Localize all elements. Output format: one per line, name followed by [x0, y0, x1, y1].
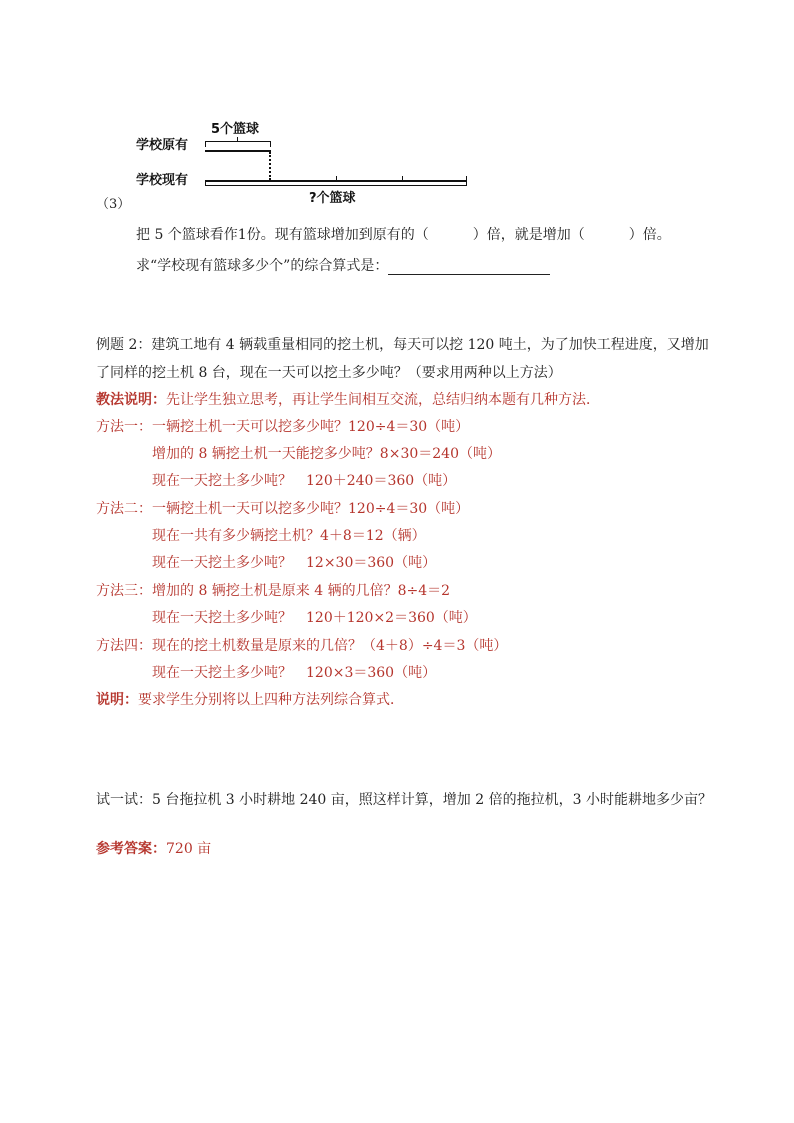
- current-bar-tick-3: [402, 176, 403, 181]
- tryit-question: 试一试：5 台拖拉机 3 小时耕地 240 亩，照这样计算，增加 2 倍的拖拉机，3 小时能耕地多少亩？: [96, 792, 712, 808]
- method1-step1: 一辆挖土机一天可以挖多少吨？120÷4＝30（吨）: [152, 419, 470, 435]
- bottom-brace-left-tick: [205, 180, 206, 186]
- method1-step2: 增加的 8 辆挖土机一天能挖多少吨？8×30＝240（吨）: [152, 446, 501, 462]
- teaching-note: [96, 391, 600, 409]
- top-brace-center-tick: [237, 137, 238, 142]
- method3-label: 方法三：: [96, 583, 152, 599]
- diagram-bottom-label: ?个篮球: [309, 191, 356, 206]
- formula-answer-line[interactable]: [388, 260, 550, 275]
- method4-step2: 现在一天挖土多少吨？ 120×3＝360（吨）: [152, 665, 437, 681]
- problem-number: （3）: [96, 197, 131, 212]
- method2-step2: 现在一共有多少辆挖土机？4＋8＝12（辆）: [152, 528, 426, 544]
- teaching-text: 先让学生独立思考，再让学生间相互交流，总结归纳本题有几种方法．: [166, 392, 600, 408]
- example2-line2: 了同样的挖土机 8 台，现在一天可以挖土多少吨？（要求用两种以上方法）: [96, 365, 562, 381]
- original-bar: [205, 150, 271, 152]
- top-brace-right-tick: [270, 141, 271, 147]
- example2-line1: 例题 2：建筑工地有 4 辆载重量相同的挖土机，每天可以挖 120 吨土，为了加快工程进度，又增加: [96, 337, 709, 353]
- dotted-divider: [269, 152, 271, 180]
- method1-step3: 现在一天挖土多少吨？ 120＋240＝360（吨）: [152, 473, 457, 489]
- method4-label: 方法四：: [96, 638, 152, 654]
- problem3-line1: [136, 226, 671, 244]
- top-brace-left-tick: [205, 141, 206, 147]
- method2-label: 方法二：: [96, 501, 152, 517]
- problem3-line1-part3: ）倍。: [628, 227, 671, 243]
- current-bar-tick-2: [336, 176, 337, 181]
- diagram-top-label: 5个篮球: [211, 122, 260, 137]
- method4-step1: 现在的挖土机数量是原来的几倍？（4＋8）÷4＝3（吨）: [152, 638, 508, 654]
- method1-label: 方法一：: [96, 419, 152, 435]
- tryit-answer: [96, 840, 211, 858]
- problem3-line2: [136, 257, 550, 275]
- problem3-line2-text: 求“学校现有篮球多少个”的综合算式是：: [136, 258, 389, 274]
- example2-note: [96, 691, 404, 709]
- top-brace-line: [205, 141, 271, 142]
- answer-label: 参考答案：: [96, 841, 166, 857]
- method3-step2: 现在一天挖土多少吨？ 120＋120×2＝360（吨）: [152, 610, 477, 626]
- bottom-brace-right-tick: [466, 176, 467, 186]
- note-label: 说明：: [96, 692, 138, 708]
- answer-text: 720 亩: [166, 841, 212, 857]
- problem3-line1-part2: ）倍，就是增加（: [472, 227, 585, 243]
- problem3-line1-part1: 把 5 个篮球看作1份。现有篮球增加到原有的（: [136, 227, 429, 243]
- teaching-label: 教法说明：: [96, 392, 166, 408]
- row1-label: 学校原有: [136, 138, 189, 153]
- method2-step3: 现在一天挖土多少吨？ 12×30＝360（吨）: [152, 555, 437, 571]
- row2-label: 学校现有: [136, 173, 189, 188]
- method2-step1: 一辆挖土机一天可以挖多少吨？120÷4＝30（吨）: [152, 501, 470, 517]
- method3-step1: 增加的 8 辆挖土机是原来 4 辆的几倍？8÷4＝2: [152, 583, 451, 599]
- bottom-brace-line: [205, 185, 467, 186]
- note-text: 要求学生分别将以上四种方法列综合算式．: [138, 692, 404, 708]
